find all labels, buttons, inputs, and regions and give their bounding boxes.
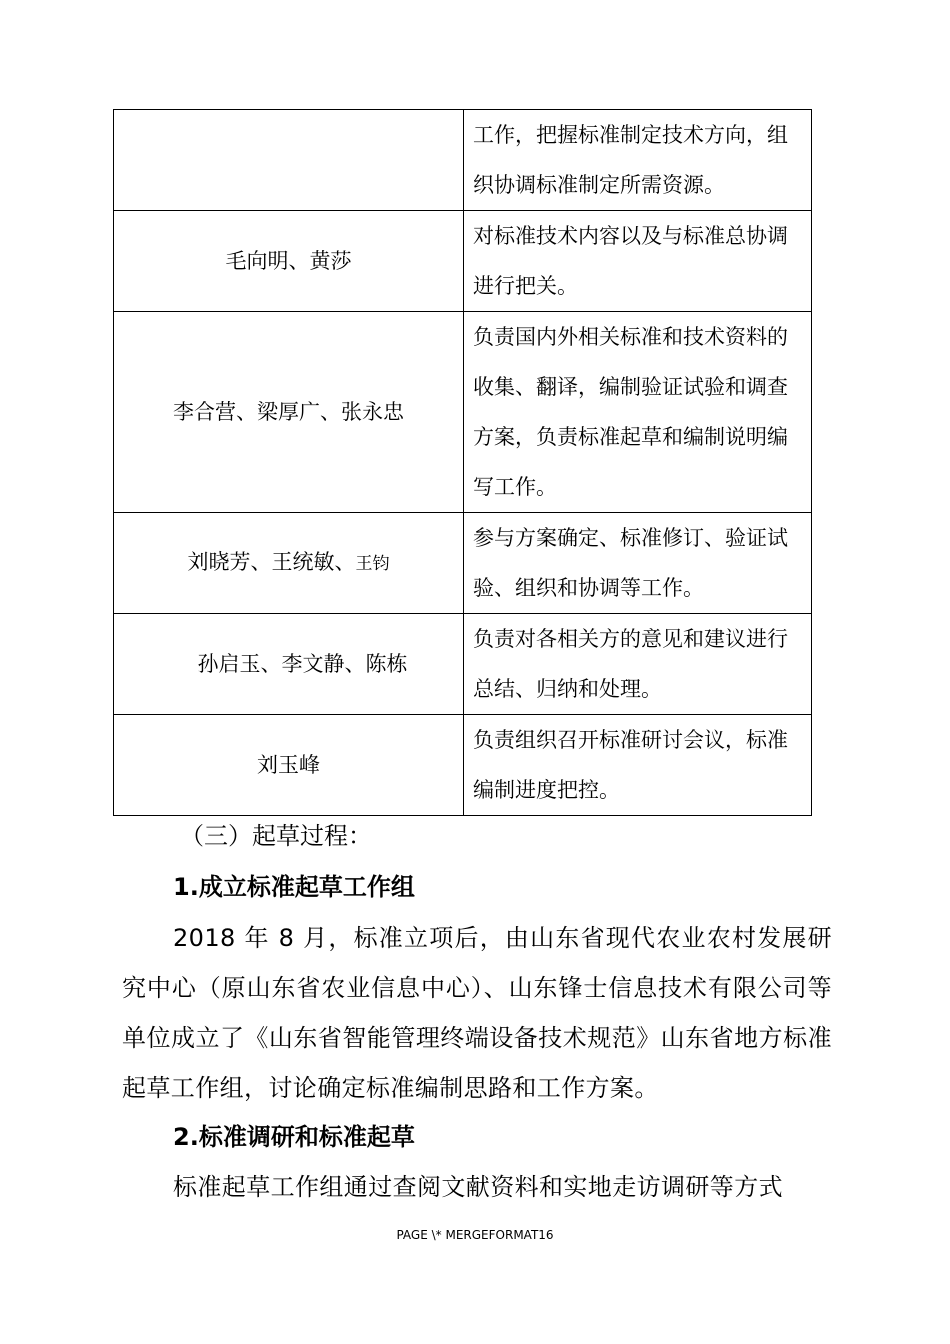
members-names: 刘晓芳、王统敏、 <box>187 550 356 574</box>
members-name-small: 王钧 <box>355 554 390 574</box>
drafting-roles-table <box>113 109 812 816</box>
members-cell: 毛向明、黄莎 <box>114 211 464 312</box>
duty-cell: 工作，把握标准制定技术方向，组织协调标准制定所需资源。 <box>464 110 812 211</box>
step-2-heading: 2.标准调研和标准起草 <box>173 1123 415 1151</box>
section-title: （三）起草过程： <box>180 822 372 850</box>
table-row <box>114 312 812 513</box>
duty-cell: 对标准技术内容以及与标准总协调进行把关。 <box>464 211 812 312</box>
members-cell: 李合营、梁厚广、张永忠 <box>114 312 464 513</box>
duty-cell: 负责对各相关方的意见和建议进行总结、归纳和处理。 <box>464 614 812 715</box>
table-row <box>114 211 812 312</box>
duty-cell: 负责国内外相关标准和技术资料的收集、翻译，编制验证试验和调查方案，负责标准起草和编制说明编写工作。 <box>464 312 812 513</box>
step-2-paragraph: 标准起草工作组通过查阅文献资料和实地走访调研等方式 <box>173 1173 783 1201</box>
duty-cell: 负责组织召开标准研讨会议，标准编制进度把控。 <box>464 715 812 816</box>
table-row <box>114 110 812 211</box>
step-1-paragraph: 2018 年 8 月，标准立项后，由山东省现代农业农村发展研究中心（原山东省农业信息中心）、山东锋士信息技术有限公司等单位成立了《山东省智能管理终端设备技术规范》山东省地方标准起草工作组，讨论确定标准编制思路和工作方案。 <box>122 924 832 1102</box>
page-footer: PAGE \* MERGEFORMAT16 <box>396 1228 554 1242</box>
members-cell <box>114 513 464 614</box>
duty-cell: 参与方案确定、标准修订、验证试验、组织和协调等工作。 <box>464 513 812 614</box>
members-cell: 孙启玉、李文静、陈栋 <box>114 614 464 715</box>
table-row <box>114 715 812 816</box>
step-1-heading: 1.成立标准起草工作组 <box>173 873 415 901</box>
table-row <box>114 614 812 715</box>
members-cell <box>114 110 464 211</box>
members-cell: 刘玉峰 <box>114 715 464 816</box>
table-row <box>114 513 812 614</box>
